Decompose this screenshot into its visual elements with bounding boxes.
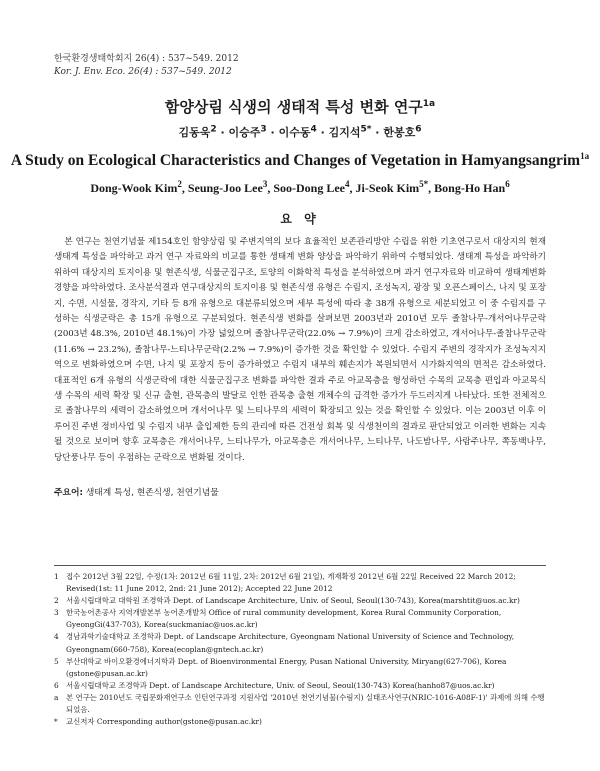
title-korean-footnote-mark: 1a (422, 99, 436, 109)
author-ko: 이수동 (278, 126, 311, 139)
footnote-text: 교신저자 Corresponding author(gstone@pusan.ac.kr) (66, 717, 262, 727)
journal-header-en: Kor. J. Env. Eco. 26(4) : 537~549. 2012 (54, 67, 232, 77)
author-en-affil: 4 (345, 179, 350, 189)
footnote-text: 부산대학교 바이오환경에너지학과 Dept. of Bioenvironmental Energy, Pusan National University, Miryang(627-706), Korea (gstone@pusan.ac.kr) (66, 656, 507, 678)
footnote-mark: 2 (54, 596, 59, 606)
footnotes-list (54, 571, 546, 728)
footnote-text: 본 연구는 2010년도 국립문화재연구소 인턴연구과정 지원사업 '2010년 천연기념물(수림지) 실태조사연구(NRIC-1016-A08F-1)' 과제에 의해 수행되었음. (66, 692, 545, 715)
summary-heading: 요 약 (280, 212, 320, 226)
footnote-text: 서울시립대학교 조경학과 Dept. of Landscape Architecture, Univ. of Seoul, Seoul(130-743) Korea(hanho87@uos.ac.kr) (66, 680, 495, 690)
author-separator: · (270, 126, 275, 139)
footnote (54, 692, 546, 716)
author-en: Seung-Joo Lee (187, 181, 263, 195)
author-ko-affil: 5* (360, 124, 372, 135)
footnote-text: 서울시립대학교 대학원 조경학과 Dept. of Landscape Architecture, Univ. of Seoul, Seoul(130-743), Korea(marshtit@uos.ac.kr) (66, 596, 520, 606)
footnote-text: 한국농어촌공사 지역개발본부 농어촌개발처 Office of rural community development, Korea Rural Community Corporation, GyeongGi(437-703), Korea(suckmaniac@uos.ac.kr) (66, 608, 502, 630)
authors-english: Dong-Wook Kim$^2$, Seung-Joo Lee$^3$, Soo-Dong Lee$^4$, Ji-Seok Kim$^{5*}$, Bong-Ho Han$^6$ (90, 179, 510, 195)
keywords (54, 487, 546, 500)
author-en-affil: 3 (262, 179, 268, 189)
title-english (0, 152, 600, 170)
footnote-mark: 4 (54, 632, 59, 642)
author-en: Soo-Dong Lee (273, 181, 345, 195)
footnote (54, 656, 546, 680)
author-en: Bong-Ho Han (434, 181, 506, 195)
footnote (54, 571, 546, 595)
author-ko-affil: 6 (415, 124, 422, 135)
author-ko-affil: 4 (310, 124, 317, 135)
author-en-affil: 5* (419, 179, 429, 189)
author-en: Dong-Wook Kim (90, 181, 178, 195)
footnote-mark: * (54, 717, 58, 727)
authors-korean (0, 124, 600, 140)
abstract-text: 본 연구는 천연기념물 제154호인 함양상림 및 주변지역의 보다 효율적인 보존관리방안 수립을 위한 기초연구로서 대상지의 현재 생태계 특성을 파악하고 과거 연구 자료와의 비교를 통한 생태계 변화 양상을 파악하기 위하여 수행되었다. 생태계 특성을 파악하기 위하여 대상지의 토지이용 및 현존식생, 식물군집구조, 토양의 이화학적 특성을 분석하였으며 과거 연구자료와 비교하여 생태계변화 경향을 파악하였다. 조사분석결과 연구대상지의 토지이용 및 현존식생 유형은 수림지, 조성녹지, 광장 및 오픈스페이스, 나지 및 포장지, 수면, 시설물, 경작지, 기타 등 8개 유형으로 대분류되었으며 세부 특성에 따라 총 38개 유형으로 세분되었고 이 중 수림지를 구성하는 식생군락은 총 15개 유형으로 구분되었다. 현존식생 변화를 살펴보면 2003년과 2010년 모두 졸참나무-개서어나무군락(2003년 48.3%, 2010년 48.1%)이 가장 넓었으며 졸참나무군락(22.0% → 7.9%)이 크게 감소하였고, 개서어나무-졸참나무군락(11.6% → 23.2%), 졸참나무-느티나무군락(2.2% → 7.9%)이 증가한 것을 확인할 수 있었다. 수림지 주변의 경작지가 조성녹지지역으로 변화하였으며 수면, 나지 및 포장지 등이 증가하였고 수림지 내부의 훼손지가 복원되면서 시가화지역의 면적은 감소하였다. 대표적인 6개 유형의 식생군락에 대한 식물군집구조 변화를 파악한 결과 주로 아교목층을 형성하던 수목의 교목층 편입과 아교목식생 수목의 세력 확장 및 신규 출현, 관목층의 발달로 인한 관목층 출현 개체수의 급격한 증가가 두드러지게 나타났다. 또한 전체적으로 졸참나무의 세력이 감소하였으며 개서어나무 및 느티나무의 세력이 확장되고 있는 것을 확인할 수 있었다. 이는 2003년 이후 이루어진 주변 정비사업 및 수림지 내부 출입제한 등의 관리에 따른 건전성 회복 및 식생천이의 결과로 판단되었고 이러한 변화는 지속될 것으로 보이며 향후 교목층은 개서어나무, 느티나무가, 아교목층은 개서어나무, 느티나무, 나도밤나무, 사람주나무, 쪽동백나무, 당단풍나무 등이 우점하는 군락으로 변화될 것이다. (54, 237, 546, 463)
journal-header-ko: 한국환경생태학회지 26(4) : 537~549. 2012 (54, 54, 239, 64)
author-ko: 한봉호 (383, 126, 416, 139)
author-separator: · (320, 126, 325, 139)
footnote-mark: 6 (54, 680, 59, 690)
author-ko: 김지석 (328, 126, 361, 139)
footnote (54, 631, 546, 655)
footnote (54, 680, 546, 692)
author-en-affil: 6 (505, 179, 510, 189)
footnote-text: 접수 2012년 3월 22일, 수정(1차: 2012년 6월 11일, 2차: 2012년 6월 21일), 게재확정 2012년 6월 22일 Received 22 March 2012; Revised(1st: 11 June 2012, 2nd: 21 June 2012); Accepted 22 June 2012 (66, 572, 516, 594)
footnote-mark: a (54, 692, 59, 702)
title-english-footnote-mark: 1a (580, 150, 590, 161)
footnote-divider (54, 565, 546, 566)
keywords-text: 생태계 특성, 현존식생, 천연기념물 (85, 488, 219, 498)
author-separator: · (220, 126, 225, 139)
footnote-text: 경남과학기술대학교 조경학과 Dept. of Landscape Architecture, Gyeongnam National University of Science and Technology, Gyeongnam(660-758), Korea(ecoplan@gntech.ac.kr) (66, 632, 515, 654)
author-ko: 이승주 (228, 126, 261, 139)
author-ko: 김동욱 (178, 126, 211, 139)
title-english-text: A Study on Ecological Characteristics and Changes of Vegetation in Hamyangsangrim (10, 152, 581, 169)
footnote (54, 716, 546, 728)
footnote-mark: 1 (54, 572, 59, 581)
footnote (54, 595, 546, 607)
title-korean (0, 96, 600, 117)
author-ko-affil: 2 (210, 124, 217, 135)
keywords-label: 주요어: (54, 488, 84, 498)
author-en: Ji-Seok Kim (355, 181, 420, 195)
title-korean-text: 함양상림 식생의 생태적 특성 변화 연구 (164, 98, 423, 116)
author-en-affil: 2 (177, 179, 182, 189)
author-ko-affil: 3 (260, 124, 267, 135)
footnote-mark: 5 (54, 656, 59, 666)
footnote-mark: 3 (54, 608, 59, 618)
footnote (54, 607, 546, 631)
author-separator: · (375, 126, 380, 139)
